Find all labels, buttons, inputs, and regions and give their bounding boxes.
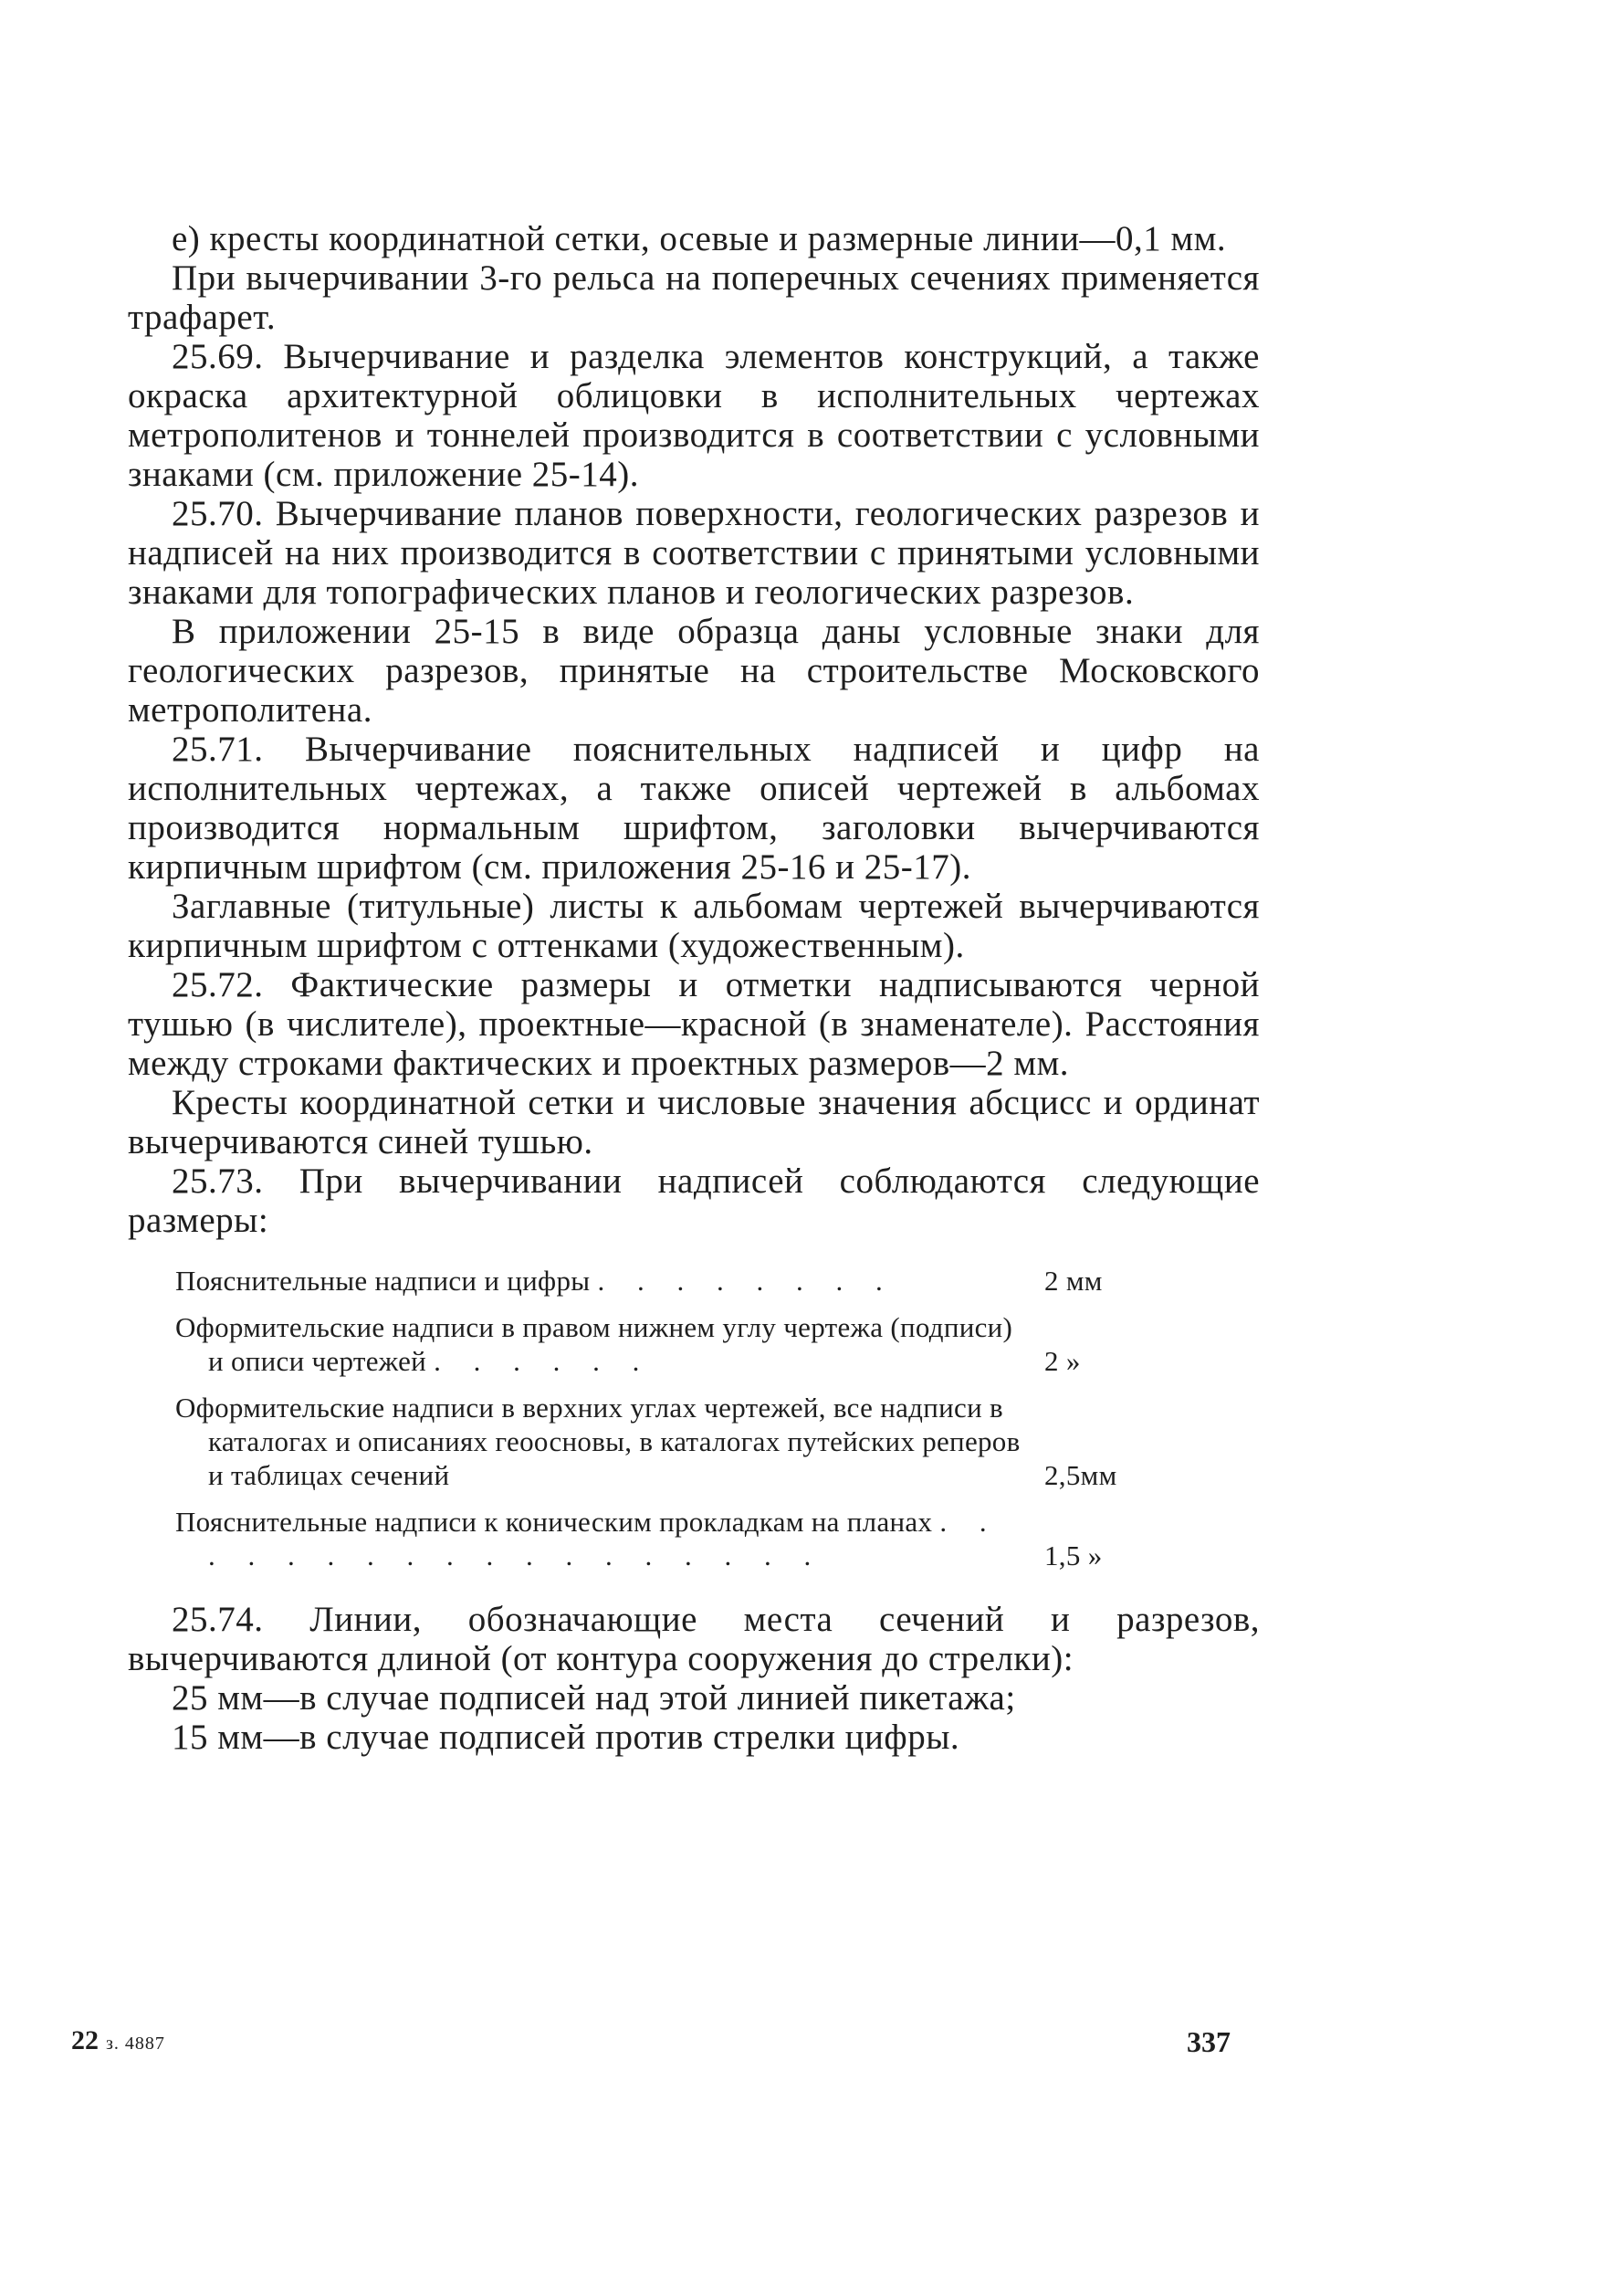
paragraph-appendix-25-15: В приложении 25-15 в виде образца даны условные знаки для геологических разрезов, принятые на строительстве Московского метрополитена. bbox=[128, 612, 1260, 730]
size-description: Оформительские надписи в верхних углах чертежей, все надписи в каталогах и описаниях геоосновы, в каталогах путейских реперов и таблицах сечений bbox=[175, 1392, 1021, 1491]
size-description: Оформительские надписи в правом нижнем углу чертежа (подписи) и описи чертежей . . . . . . bbox=[175, 1311, 1013, 1377]
size-row bbox=[175, 1391, 1260, 1492]
paragraph-item-e: е) кресты координатной сетки, осевые и размерные линии—0,1 мм. bbox=[172, 219, 1227, 258]
paragraph-25-71: 25.71. Вычерчивание пояснительных надписей и цифр на исполнительных чертежах, а также описей чертежей в альбомах производится нормальным шрифтом, заголовки вычерчиваются кирпичным шрифтом (см. приложения 25-16 и 25-17). bbox=[128, 730, 1260, 887]
size-row bbox=[175, 1505, 1260, 1572]
size-value: 2 мм bbox=[1044, 1265, 1103, 1297]
paragraph-25-72: 25.72. Фактические размеры и отметки надписываются черной тушью (в числителе), проектные—красной (в знаменателе). Расстояния между строками фактических и проектных размеров—2 мм. bbox=[128, 965, 1260, 1083]
size-description: Пояснительные надписи к коническим прокладкам на планах . . . . . . . . . . . . . . . . . . bbox=[175, 1506, 1000, 1571]
lettering-sizes-table bbox=[128, 1264, 1260, 1572]
size-row bbox=[175, 1310, 1260, 1378]
signature-number: 22 bbox=[71, 2025, 99, 2055]
paragraph-15mm: 15 мм—в случае подписей против стрелки цифры. bbox=[172, 1718, 960, 1757]
signature-mark bbox=[71, 2025, 165, 2056]
size-value: 2 » bbox=[1044, 1345, 1081, 1377]
signature-code: з. 4887 bbox=[106, 2034, 165, 2054]
paragraph-25-70: 25.70. Вычерчивание планов поверхности, геологических разрезов и надписей на них производится в соответствии с принятыми условными знаками для топографических планов и геологических разрезов. bbox=[128, 494, 1260, 612]
paragraph-25-69: 25.69. Вычерчивание и разделка элементов конструкций, а также окраска архитектурной облицовки в исполнительных чертежах метрополитенов и тоннелей производится в соответствии с условными знаками (см. приложение 25-14). bbox=[128, 337, 1260, 494]
paragraph-25-73: 25.73. При вычерчивании надписей соблюдаются следующие размеры: bbox=[128, 1161, 1260, 1240]
size-row bbox=[175, 1264, 1260, 1298]
paragraph-25-74: 25.74. Линии, обозначающие места сечений и разрезов, вычерчиваются длиной (от контура сооружения до стрелки): bbox=[128, 1600, 1260, 1678]
size-description: Пояснительные надписи и цифры . . . . . . . . bbox=[175, 1265, 896, 1297]
paragraph-grid-crosses: Кресты координатной сетки и числовые значения абсцисс и ординат вычерчиваются синей тушью. bbox=[128, 1083, 1260, 1161]
page-footer bbox=[64, 2025, 1251, 2062]
page-number: 337 bbox=[1187, 2025, 1231, 2058]
size-value: 1,5 » bbox=[1044, 1540, 1103, 1571]
size-value: 2,5мм bbox=[1044, 1459, 1117, 1491]
paragraph-third-rail: При вычерчивании 3-го рельса на поперечных сечениях применяется трафарет. bbox=[128, 258, 1260, 337]
paragraph-25mm: 25 мм—в случае подписей над этой линией пикетажа; bbox=[172, 1678, 1016, 1718]
document-page bbox=[128, 219, 1260, 1757]
paragraph-title-sheets: Заглавные (титульные) листы к альбомам чертежей вычерчиваются кирпичным шрифтом с оттенками (художественным). bbox=[128, 887, 1260, 965]
